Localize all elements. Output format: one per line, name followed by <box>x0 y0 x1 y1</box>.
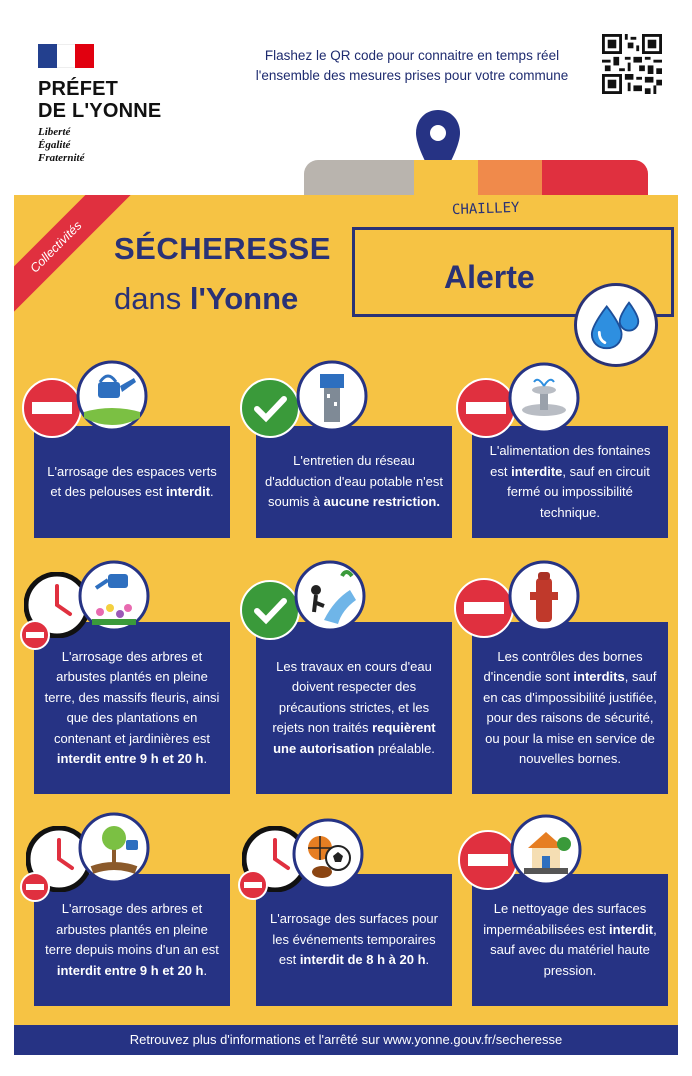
card-text-bold: interdite <box>511 463 563 479</box>
card-text <box>264 909 444 971</box>
watering-flowers-icon <box>78 560 150 632</box>
qr-text-line2: l'ensemble des mesures prises pour votre commune <box>255 68 569 83</box>
motto-fraternite: Fraternité <box>38 152 85 164</box>
card-text-segment: , sauf en cas d'impossibilité justifiée, pour des raisons de sécurité, ou pour la mise en service de nouvelles bornes. <box>483 669 657 766</box>
republic-motto <box>38 126 84 165</box>
card-text-segment: . <box>203 751 208 766</box>
drought-scale-grey <box>304 160 414 200</box>
subtitle-region: l'Yonne <box>189 281 299 316</box>
no-entry-icon <box>458 830 518 890</box>
card-text-bold: interdit entre 9 h et 20 h <box>56 962 204 978</box>
card-fire-hydrants <box>472 622 668 794</box>
no-entry-icon <box>22 378 82 438</box>
water-drops-icon <box>574 283 658 367</box>
no-entry-small-icon <box>20 620 50 650</box>
card-text-segment: , sauf en circuit fermé ou impossibilité technique. <box>507 463 650 520</box>
drought-scale-red <box>542 160 648 200</box>
fountain-icon <box>508 362 580 434</box>
no-entry-icon <box>454 578 514 638</box>
card-text <box>480 647 660 770</box>
planting-tree-icon <box>78 812 150 884</box>
card-river-works <box>256 622 452 794</box>
card-text-bold: interdit <box>165 484 211 499</box>
page-title: SÉCHERESSE <box>114 231 331 266</box>
card-text-segment: Les travaux en cours d'eau doivent respecter des précautions strictes, et les rejets non traités <box>272 658 432 736</box>
card-text-bold: interdit <box>609 921 654 937</box>
check-icon <box>240 378 300 438</box>
card-text <box>264 451 444 513</box>
card-lawn-watering <box>34 426 230 538</box>
no-entry-icon <box>456 378 516 438</box>
card-text-segment: . <box>425 952 430 968</box>
card-trees-flowers <box>34 622 230 794</box>
card-fountains <box>472 426 668 538</box>
drought-scale-yellow <box>414 160 478 200</box>
card-text <box>42 647 222 770</box>
motto-egalite: Égalité <box>38 139 71 151</box>
card-text-bold: interdit de 8 h à 20 h <box>299 952 426 968</box>
card-text-segment: Les contrôles des bornes d'incendie sont <box>483 648 643 684</box>
card-text <box>42 462 222 503</box>
republic-flag-logo <box>38 44 94 68</box>
card-text-bold: interdits <box>573 669 625 684</box>
card-text-segment: L'arrosage des espaces verts et des pelouses est <box>47 463 217 499</box>
card-text-segment: L'entretien du réseau d'adduction d'eau potable n'est soumis à <box>264 453 444 510</box>
watering-can-lawn-icon <box>76 360 148 432</box>
card-text-segment: , sauf avec du matériel haute pression. <box>490 921 657 978</box>
no-entry-small-icon <box>20 872 50 902</box>
check-icon <box>240 580 300 640</box>
card-text-segment: L'arrosage des arbres et arbustes plantés en pleine terre, des massifs fleuris, ainsi que des plantations en contenant et jardinières est <box>44 648 220 746</box>
card-text-segment: Le nettoyage des surfaces imperméabilisées est <box>483 901 647 937</box>
card-text-bold: aucune restriction. <box>323 494 440 510</box>
qr-instructions <box>232 46 592 86</box>
sports-balls-icon <box>292 818 364 890</box>
footer-info[interactable]: Retrouvez plus d'informations et l'arrêté sur www.yonne.gouv.fr/secheresse <box>14 1025 678 1055</box>
subtitle-prefix: dans <box>114 281 190 316</box>
motto-liberte: Liberté <box>38 126 71 138</box>
river-works-icon <box>294 560 366 632</box>
card-text <box>264 657 444 760</box>
card-surface-cleaning <box>472 874 668 1006</box>
no-entry-small-icon <box>238 870 268 900</box>
card-text-bold: interdit entre 9 h et 20 h <box>56 751 204 766</box>
card-text-segment: L'arrosage des surfaces pour les événements temporaires est <box>270 911 438 968</box>
logo-title-line2: DE L'YONNE <box>38 100 162 122</box>
card-new-trees <box>34 874 230 1006</box>
card-text <box>42 899 222 981</box>
prefecture-title <box>38 78 161 122</box>
drought-scale-orange <box>478 160 542 200</box>
commune-name: CHAILLEY <box>451 199 520 219</box>
fire-hydrant-icon <box>508 560 580 632</box>
card-text-bold: requièrent une autorisation <box>273 720 436 756</box>
card-text-segment: L'arrosage des arbres et arbustes plantés en pleine terre depuis moins d'un an est <box>45 901 219 957</box>
card-text <box>480 899 660 981</box>
water-tower-icon <box>296 360 368 432</box>
audience-ribbon: Collectivités <box>14 195 138 329</box>
card-text <box>480 441 660 523</box>
card-text-segment: préalable. <box>374 740 435 756</box>
logo-title-line1: PRÉFET <box>38 78 119 100</box>
qr-text-line1: Flashez le QR code pour connaitre en temps réel <box>264 48 560 63</box>
alert-level-label: Alerte <box>444 259 535 295</box>
card-text-segment: . <box>210 484 214 499</box>
card-event-surfaces <box>256 874 452 1006</box>
card-water-network <box>256 426 452 538</box>
page-subtitle <box>114 281 298 317</box>
house-cleaning-icon <box>510 814 582 886</box>
card-text-segment: . <box>203 962 208 978</box>
qr-code-icon[interactable] <box>602 34 662 94</box>
card-text-segment: L'alimentation des fontaines est <box>489 443 651 479</box>
